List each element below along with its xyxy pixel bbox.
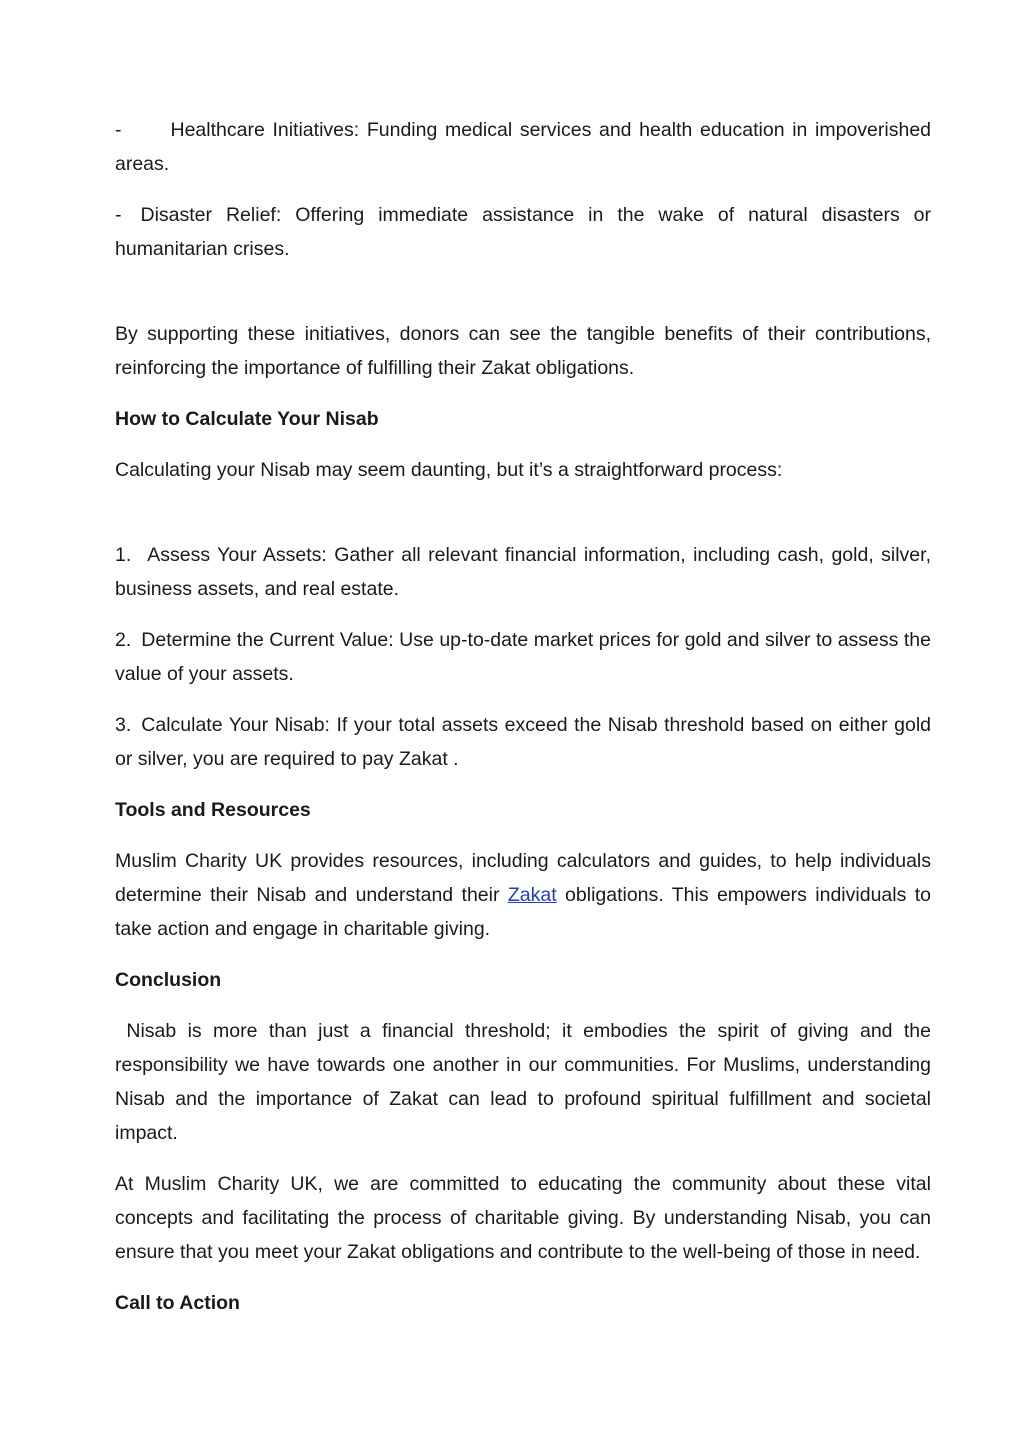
bullet-text: Funding medical services and health education in impoverished areas.: [115, 119, 932, 175]
step-assess-assets: [115, 538, 931, 606]
conclusion-paragraph-2: At Muslim Charity UK, we are committed to educating the community about these vital concepts and facilitating the process of charitable giving. By understanding Nisab, you can ensure that you meet your Zakat obligations and contribute to the well-being of those in need.: [115, 1173, 931, 1263]
bullet-marker: -: [115, 204, 122, 226]
zakat-link[interactable]: Zakat: [507, 884, 557, 906]
bullet-disaster-relief: [115, 198, 931, 266]
spacer: [115, 283, 931, 317]
step-text: Gather all relevant financial information, including cash, gold, silver, business assets, and real estate.: [115, 544, 931, 600]
supporting-paragraph: By supporting these initiatives, donors can see the tangible benefits of their contributions, reinforcing the importance of fulfilling their Zakat obligations.: [115, 323, 931, 379]
bullet-text: Offering immediate assistance in the wake of natural disasters or humanitarian crises.: [115, 204, 931, 260]
bullet-healthcare: [115, 113, 931, 181]
step-label: Determine the Current Value:: [141, 629, 394, 651]
document-page: [115, 113, 937, 1337]
bullet-label: Healthcare Initiatives:: [170, 119, 360, 141]
spacer: [115, 504, 931, 538]
tools-text-after: obligations. This empowers individuals to take action and engage in charitable giving.: [115, 884, 931, 940]
tools-text-before: Muslim Charity UK provides resources, including calculators and guides, to help individuals determine their Nisab and understand their: [115, 850, 931, 906]
section-heading-calculate: How to Calculate Your Nisab: [115, 408, 379, 430]
step-label: Assess Your Assets:: [147, 544, 327, 566]
conclusion-paragraph-1: Nisab is more than just a financial threshold; it embodies the spirit of giving and the responsibility we have towards one another in our communities. For Muslims, understanding Nisab and the importance of Zakat can lead to profound spiritual fulfillment and societal impact.: [115, 1020, 937, 1144]
section-heading-call-to-action: Call to Action: [115, 1292, 240, 1314]
step-number: 1.: [115, 544, 132, 566]
bullet-label: Disaster Relief:: [140, 204, 282, 226]
step-calculate-nisab: [115, 708, 931, 776]
step-determine-value: [115, 623, 931, 691]
step-text: Use up-to-date market prices for gold and silver to assess the value of your assets.: [115, 629, 931, 685]
step-number: 3.: [115, 714, 132, 736]
step-number: 2.: [115, 629, 132, 651]
step-label: Calculate Your Nisab:: [141, 714, 330, 736]
bullet-marker: -: [115, 119, 122, 141]
calculate-intro: Calculating your Nisab may seem daunting, but it’s a straightforward process:: [115, 459, 783, 481]
section-heading-tools: Tools and Resources: [115, 799, 311, 821]
section-heading-conclusion: Conclusion: [115, 969, 222, 991]
step-text: If your total assets exceed the Nisab threshold based on either gold or silver, you are required to pay Zakat .: [115, 714, 931, 770]
tools-paragraph: [115, 844, 931, 946]
